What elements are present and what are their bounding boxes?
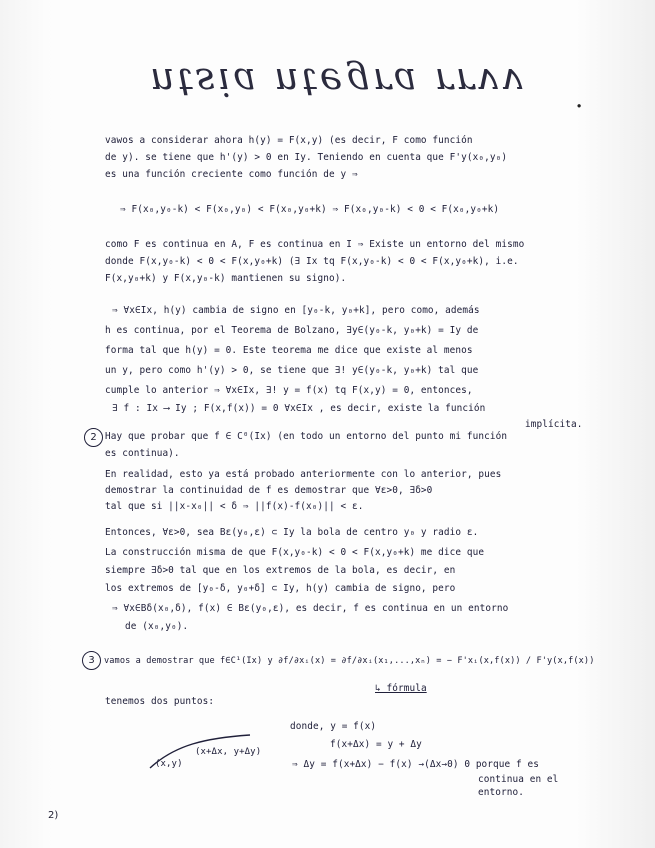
section-number: 3 bbox=[82, 651, 101, 670]
text-line: un y, pero como h'(y) > 0, se tiene que ∃! y∈(y₀-k, y₀+k) tal que bbox=[105, 365, 479, 376]
text-line: F(x,y₀+k) y F(x,y₀-k) mantienen su signo). bbox=[105, 273, 347, 284]
text-line: demostrar la continuidad de f es demostrar que ∀ε>0, ∃δ>0 bbox=[105, 485, 433, 496]
text-line: donde F(x,y₀-k) < 0 < F(x,y₀+k) (∃ Ix tq F(x,y₀-k) < 0 < F(x,y₀+k), i.e. bbox=[105, 256, 519, 267]
text-line: ∃ f : Ix ⟶ Iy ; F(x,f(x)) = 0 ∀x∈Ix , es decir, existe la función bbox=[112, 403, 486, 414]
text-line: tal que si ||x-x₀|| < δ ⇒ ||f(x)-f(x₀)|| < ε. bbox=[105, 501, 364, 512]
text-line: f(x+Δx) = y + Δy bbox=[330, 739, 422, 750]
page-title: ntsia ntegra rrvv bbox=[150, 60, 526, 104]
title-dot: · bbox=[575, 92, 584, 122]
text-line: ⇒ Δy = f(x+Δx) − f(x) →(Δx→0) 0 porque f es bbox=[292, 759, 540, 770]
text-line: implícita. bbox=[525, 419, 583, 430]
text-line: ↳ fórmula bbox=[375, 683, 427, 694]
text-line: continua en el bbox=[478, 774, 559, 785]
text-line: es continua). bbox=[105, 448, 180, 459]
text-line: donde, y = f(x) bbox=[290, 721, 377, 732]
text-line: cumple lo anterior ⇒ ∀x∈Ix, ∃! y = f(x) tq F(x,y) = 0, entonces, bbox=[105, 385, 473, 396]
text-line: La construcción misma de que F(x,y₀-k) < 0 < F(x,y₀+k) me dice que bbox=[105, 547, 485, 558]
text-line: los extremos de [y₀-δ, y₀+δ] ⊂ Iy, h(y) cambia de signo, pero bbox=[105, 583, 456, 594]
text-line: entorno. bbox=[478, 787, 524, 798]
sketch-label: (x+Δx, y+Δy) bbox=[195, 747, 262, 757]
text-line: Hay que probar que f ∈ C⁰(Ix) (en todo un entorno del punto mi función bbox=[105, 431, 508, 442]
text-line: ⇒ ∀x∈Bδ(x₀,δ), f(x) ∈ Bε(y₀,ε), es decir, f es continua en un entorno bbox=[112, 603, 509, 614]
text-line: tenemos dos puntos: bbox=[105, 696, 215, 707]
text-line: ⇒ ∀x∈Ix, h(y) cambia de signo en [y₀-k, y₀+k], pero como, además bbox=[112, 305, 480, 316]
text-line: h es continua, por el Teorema de Bolzano, ∃y∈(y₀-k, y₀+k) = Iy de bbox=[105, 325, 479, 336]
text-line: vawos a considerar ahora h(y) = F(x,y) (es decir, F como función bbox=[105, 135, 473, 146]
text-line: es una función creciente como función de y ⇒ bbox=[105, 169, 358, 180]
page-number: 2) bbox=[48, 810, 59, 821]
text-line: como F es continua en A, F es continua en I ⇒ Existe un entorno del mismo bbox=[105, 239, 525, 250]
text-line: vamos a demostrar que f∈C¹(Ix) y ∂f/∂xᵢ(x) = ∂f/∂xᵢ(x₁,...,xₙ) = − F'xᵢ(x,f(x)) / F'y(x,f(x)) bbox=[104, 656, 595, 666]
text-line: ⇒ F(x₀,y₀-k) < F(x₀,y₀) < F(x₀,y₀+k) ⇒ F(x₀,y₀-k) < 0 < F(x₀,y₀+k) bbox=[120, 204, 500, 215]
text-line: de y). se tiene que h'(y) > 0 en Iy. Teniendo en cuenta que F'y(x₀,y₀) bbox=[105, 152, 508, 163]
text-line: siempre ∃δ>0 tal que en los extremos de la bola, es decir, en bbox=[105, 565, 456, 576]
text-line: En realidad, esto ya está probado anteriormente con lo anterior, pues bbox=[105, 469, 502, 480]
sketch-label: (x,y) bbox=[155, 759, 183, 769]
section-number: 2 bbox=[84, 428, 103, 447]
text-line: Entonces, ∀ε>0, sea Bε(y₀,ε) ⊂ Iy la bola de centro y₀ y radio ε. bbox=[105, 527, 479, 538]
text-line: de (x₀,y₀). bbox=[125, 621, 189, 632]
text-line: forma tal que h(y) = 0. Este teorema me dice que existe al menos bbox=[105, 345, 473, 356]
